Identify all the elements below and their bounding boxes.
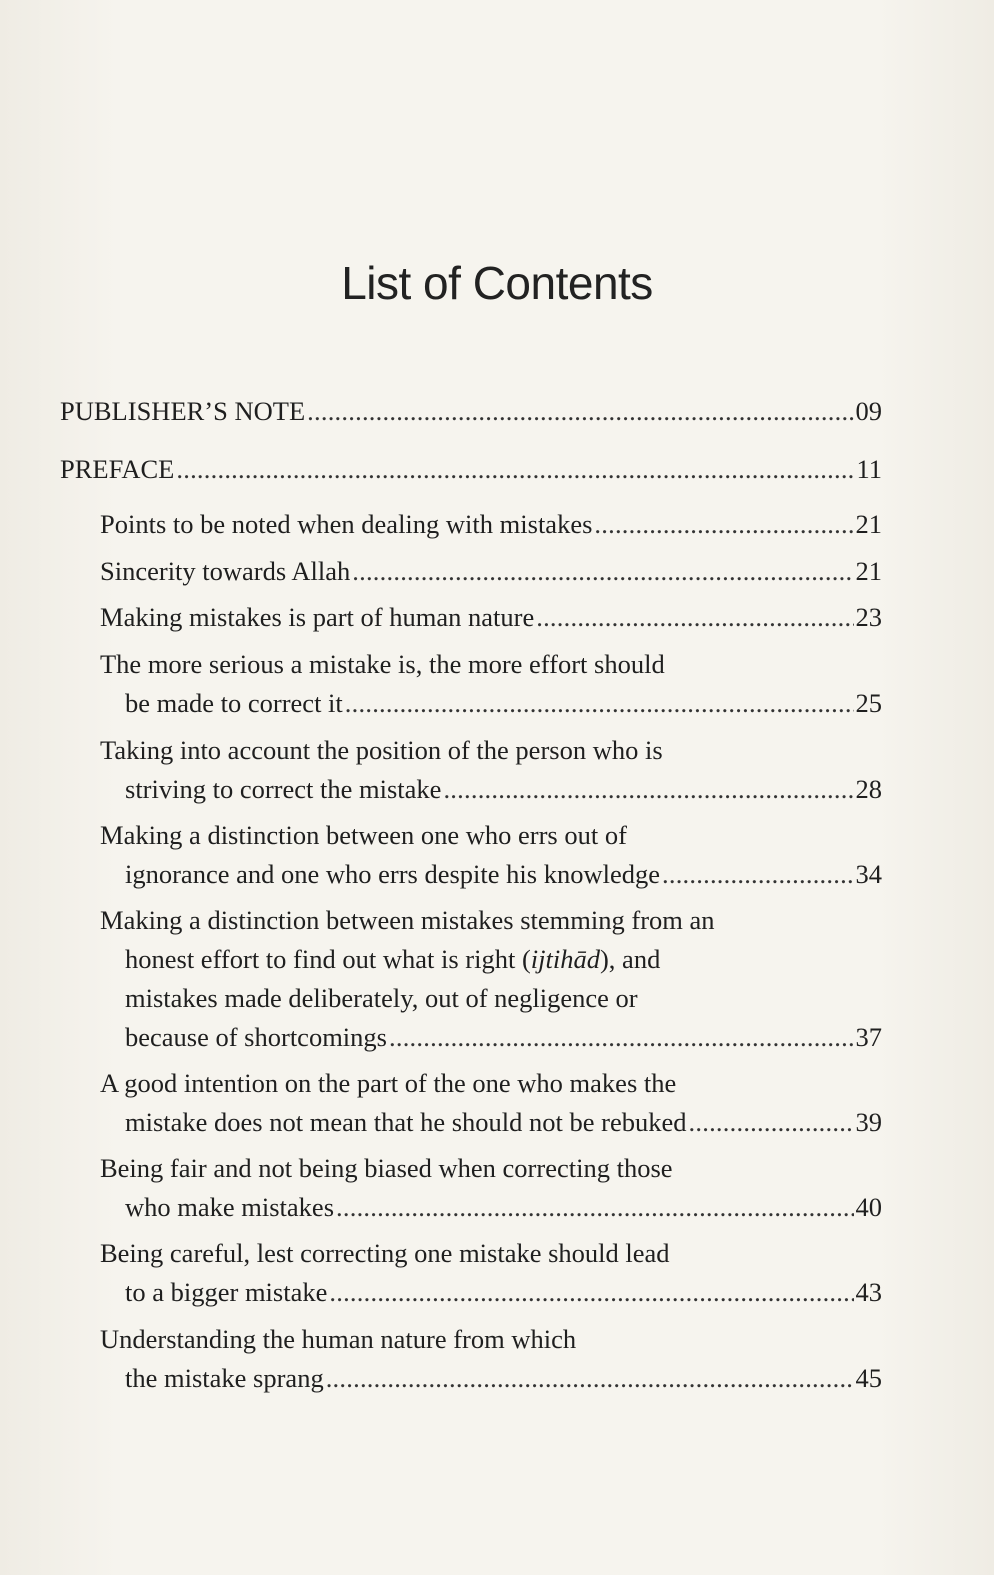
- page-number: 11: [856, 454, 882, 484]
- dot-leader: [329, 1273, 853, 1312]
- dot-leader: [389, 1018, 854, 1057]
- entry-title-line: honest effort to find out what is right (ijtihād), and: [125, 944, 661, 974]
- dot-leader: [326, 1359, 854, 1398]
- page-number: 43: [855, 1277, 882, 1307]
- page-number: 28: [855, 774, 882, 804]
- entry-title: to a bigger mistake: [125, 1277, 328, 1307]
- dot-leader: [689, 1103, 854, 1142]
- entry-title-line: Making a distinction between one who errs out of: [100, 820, 627, 850]
- toc-entry[interactable]: [100, 1320, 882, 1398]
- page-number: 39: [855, 1107, 882, 1137]
- page-title: List of Contents: [341, 257, 653, 309]
- entry-title: be made to correct it: [125, 688, 343, 718]
- entry-title: ignorance and one who errs despite his knowledge: [125, 859, 660, 889]
- page-number: 45: [855, 1363, 882, 1393]
- italic-term: ijtihād: [530, 944, 600, 974]
- entry-title-line: Being careful, lest correcting one mistake should lead: [100, 1238, 670, 1268]
- dot-leader: [307, 392, 853, 431]
- dot-leader: [336, 1188, 853, 1227]
- toc-entry[interactable]: [100, 1149, 882, 1227]
- entry-title: Making mistakes is part of human nature: [100, 602, 535, 632]
- entry-title: striving to correct the mistake: [125, 774, 442, 804]
- toc-entry[interactable]: [100, 901, 882, 1057]
- dot-leader: [662, 855, 854, 894]
- page-number: 25: [855, 688, 882, 718]
- entry-title-line: The more serious a mistake is, the more effort should: [100, 649, 665, 679]
- entry-title: mistake does not mean that he should not be rebuked: [125, 1107, 687, 1137]
- toc-entry[interactable]: [100, 1234, 882, 1312]
- page-number: 09: [855, 396, 882, 426]
- toc-entry[interactable]: [60, 450, 882, 489]
- page-number: 34: [855, 859, 882, 889]
- page-number: 21: [855, 556, 882, 586]
- entry-title: PUBLISHER’S NOTE: [60, 396, 306, 426]
- toc-entry[interactable]: [100, 505, 882, 544]
- toc-entry[interactable]: [100, 598, 882, 637]
- dot-leader: [443, 770, 853, 809]
- dot-leader: [352, 552, 853, 591]
- dot-leader: [176, 450, 854, 489]
- entry-title-line: Understanding the human nature from which: [100, 1324, 577, 1354]
- entry-title: Sincerity towards Allah: [100, 556, 351, 586]
- toc-entry[interactable]: [60, 392, 882, 431]
- entry-title-line: mistakes made deliberately, out of negligence or: [125, 983, 638, 1013]
- entry-title-line: A good intention on the part of the one who makes the: [100, 1068, 677, 1098]
- dot-leader: [536, 598, 853, 637]
- toc-entry[interactable]: [100, 816, 882, 894]
- page-number: 37: [855, 1022, 882, 1052]
- entry-title: because of shortcomings: [125, 1022, 387, 1052]
- dot-leader: [594, 505, 853, 544]
- page-number: 23: [855, 602, 882, 632]
- entry-title: PREFACE: [60, 454, 175, 484]
- entry-title: Points to be noted when dealing with mistakes: [100, 509, 593, 539]
- toc-entry[interactable]: [100, 552, 882, 591]
- page-number: 21: [855, 509, 882, 539]
- entry-title: the mistake sprang: [125, 1363, 324, 1393]
- entry-title: who make mistakes: [125, 1192, 335, 1222]
- page-number: 40: [855, 1192, 882, 1222]
- entry-title-line: Taking into account the position of the person who is: [100, 735, 663, 765]
- entry-title-line: Making a distinction between mistakes stemming from an: [100, 905, 715, 935]
- dot-leader: [345, 684, 854, 723]
- toc-entry[interactable]: [100, 731, 882, 809]
- toc-entry[interactable]: [100, 645, 882, 723]
- toc-entry[interactable]: [100, 1064, 882, 1142]
- entry-title-line: Being fair and not being biased when correcting those: [100, 1153, 673, 1183]
